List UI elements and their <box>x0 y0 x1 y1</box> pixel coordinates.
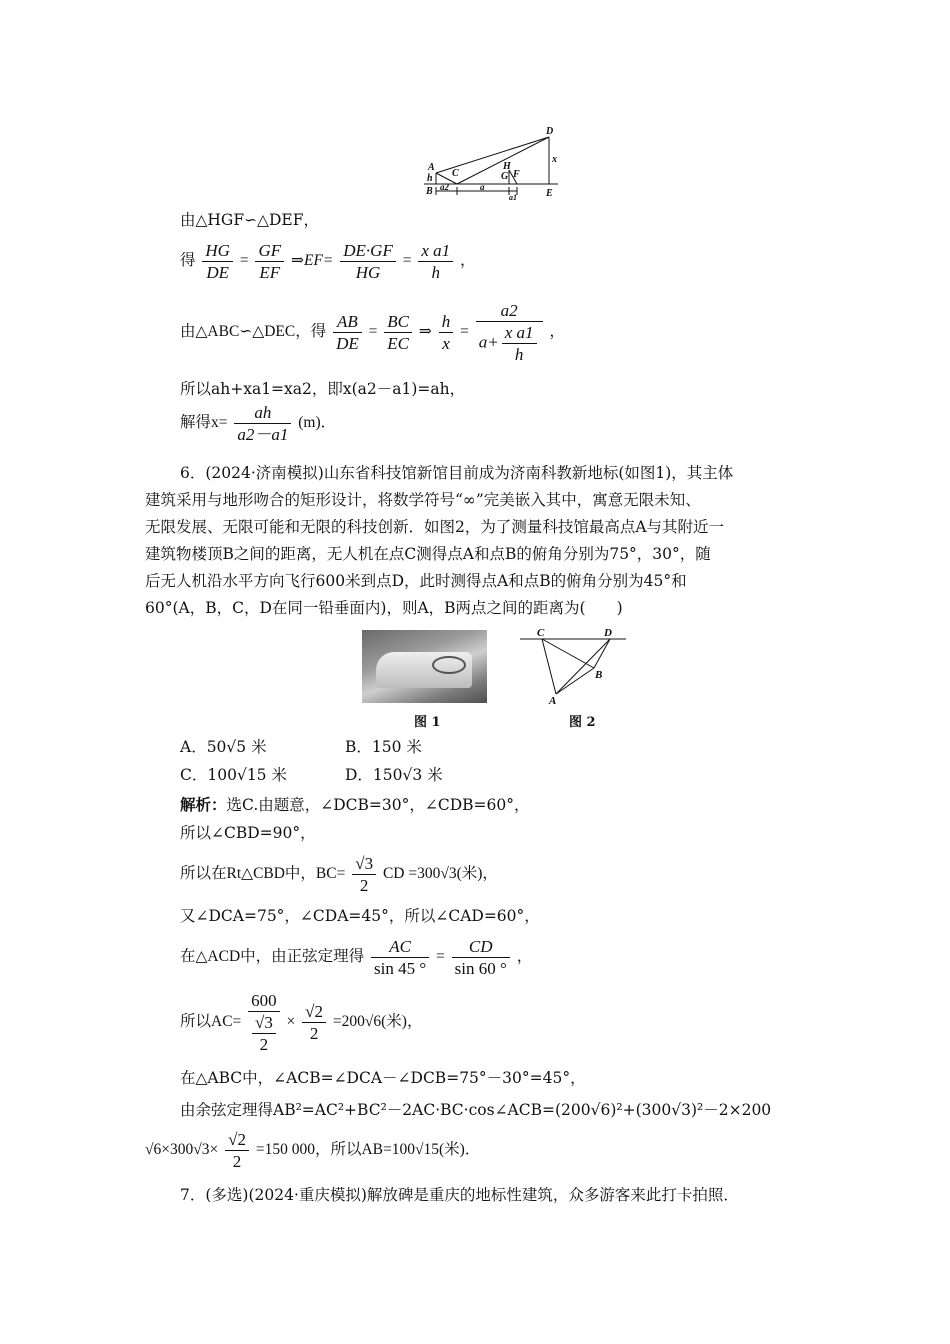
solution-line-5: 在△ACD中，由正弦定理得 $\frac{AC}{\sin 45 ^\circ}$ = $\frac{CD}{\sin 60 ^\circ}$ ， <box>180 937 533 978</box>
solution-line-2: 所以∠CBD=90°， <box>180 824 316 842</box>
q6-line-4: 建筑物楼顶B之间的距离，无人机在点C测得点A和点B的俯角分别为75°，30°，随 <box>145 545 711 563</box>
figure-similar-triangles <box>420 124 565 200</box>
solution-line-3: 所以在Rt△CBD中，BC= $\frac{√3}{2}$ CD =300√3(米)， <box>180 854 498 895</box>
fig2-label-D: D <box>604 627 612 639</box>
solution-line-6: 所以AC= $\frac{600}{\frac{√3}{2}}$ × $\frac{√2}{2}$ =200√6(米)， <box>180 991 423 1054</box>
option-c: C．100√15 米 <box>180 766 287 784</box>
derivation-line-3: 由△ABC∽△DEC，得 $\frac{AB}{DE}$ = $\frac{BC}{EC}$ ⇒ $\frac{h}{x}$ = a2 a+ $\frac{\text{x a1}}{h}$ ， <box>180 301 565 364</box>
solution-line-9: √6×300√3× $\frac{√2}{2}$ =150 000，所以AB=100√15(米)． <box>145 1130 481 1171</box>
line-ca <box>542 639 556 694</box>
science-museum-photo <box>362 630 487 703</box>
option-d: D．150√3 米 <box>345 766 443 784</box>
option-b: B．150 米 <box>345 738 422 756</box>
q6-line-6: 60°(A，B，C，D在同一铅垂面内)，则A，B两点之间的距离为( ) <box>145 599 623 617</box>
fig2-label-A: A <box>549 695 557 706</box>
fig2-label-C: C <box>537 627 545 639</box>
q6-line-1: 6．(2024·济南模拟)山东省科技馆新馆目前成为济南科教新地标(如图1)，其主体 <box>180 464 734 482</box>
label-E: E <box>546 188 553 199</box>
q6-line-5: 后无人机沿水平方向飞行600米到点D，此时测得点A和点B的俯角分别为45°和 <box>145 572 687 590</box>
q6-line-3: 无限发展、无限可能和无限的科技创新．如图2，为了测量科技馆最高点A与其附近一 <box>145 518 725 536</box>
figure-2-diagram <box>520 624 630 706</box>
option-a: A．50√5 米 <box>180 738 267 756</box>
label-F: F <box>513 169 520 180</box>
figure-2-caption: 图 2 <box>569 715 596 730</box>
derivation-line-4: 所以ah+xa1=xa2，即x(a2－a1)=ah， <box>180 380 466 398</box>
label-a1: a1 <box>509 193 517 200</box>
line-ab <box>556 668 594 694</box>
label-H: H <box>503 161 511 172</box>
label-C: C <box>452 168 459 179</box>
derivation-line-1: 由△HGF∽△DEF， <box>180 211 319 229</box>
solution-label: 解析： <box>180 795 227 814</box>
solution-line-4: 又∠DCA=75°，∠CDA=45°，所以∠CAD=60°， <box>180 907 540 925</box>
solution-line-8: 由余弦定理得AB²=AC²+BC²－2AC·BC·cos∠ACB=(200√6)²+(300√3)²－2×200 <box>180 1101 772 1119</box>
figure-1-caption: 图 1 <box>414 715 441 730</box>
q6-line-2: 建筑采用与地形吻合的矩形设计，将数学符号“∞”完美嵌入其中，寓意无限未知、 <box>145 491 701 509</box>
solution-line-7: 在△ABC中，∠ACB=∠DCA－∠DCB=75°－30°=45°， <box>180 1069 586 1087</box>
label-G: G <box>501 171 509 182</box>
label-B: B <box>426 186 433 197</box>
derivation-line-2: 得 $\frac{HG}{DE}$ = $\frac{GF}{EF}$ ⇒EF= $\frac{DE\cdot GF}{HG}$ = $\frac{\text{x a1}}{h}$ ， <box>180 241 476 282</box>
label-h: h <box>427 173 433 184</box>
solution-line-1: 解析：选C.由题意，∠DCB=30°，∠CDB=60°， <box>180 795 530 814</box>
label-a: a <box>480 182 485 192</box>
fig2-label-B: B <box>595 669 603 681</box>
label-x: x <box>552 154 557 165</box>
derivation-line-5: 解得x= $\frac{ah}{a2-a1}$ (m)． <box>180 403 337 444</box>
label-a2: a2 <box>440 182 449 192</box>
q7-line-1: 7．(多选)(2024·重庆模拟)解放碑是重庆的地标性建筑，众多游客来此打卡拍照． <box>180 1186 739 1204</box>
line-cb <box>542 639 594 668</box>
label-A: A <box>428 162 435 173</box>
label-D: D <box>546 126 554 137</box>
line-da <box>556 639 610 694</box>
